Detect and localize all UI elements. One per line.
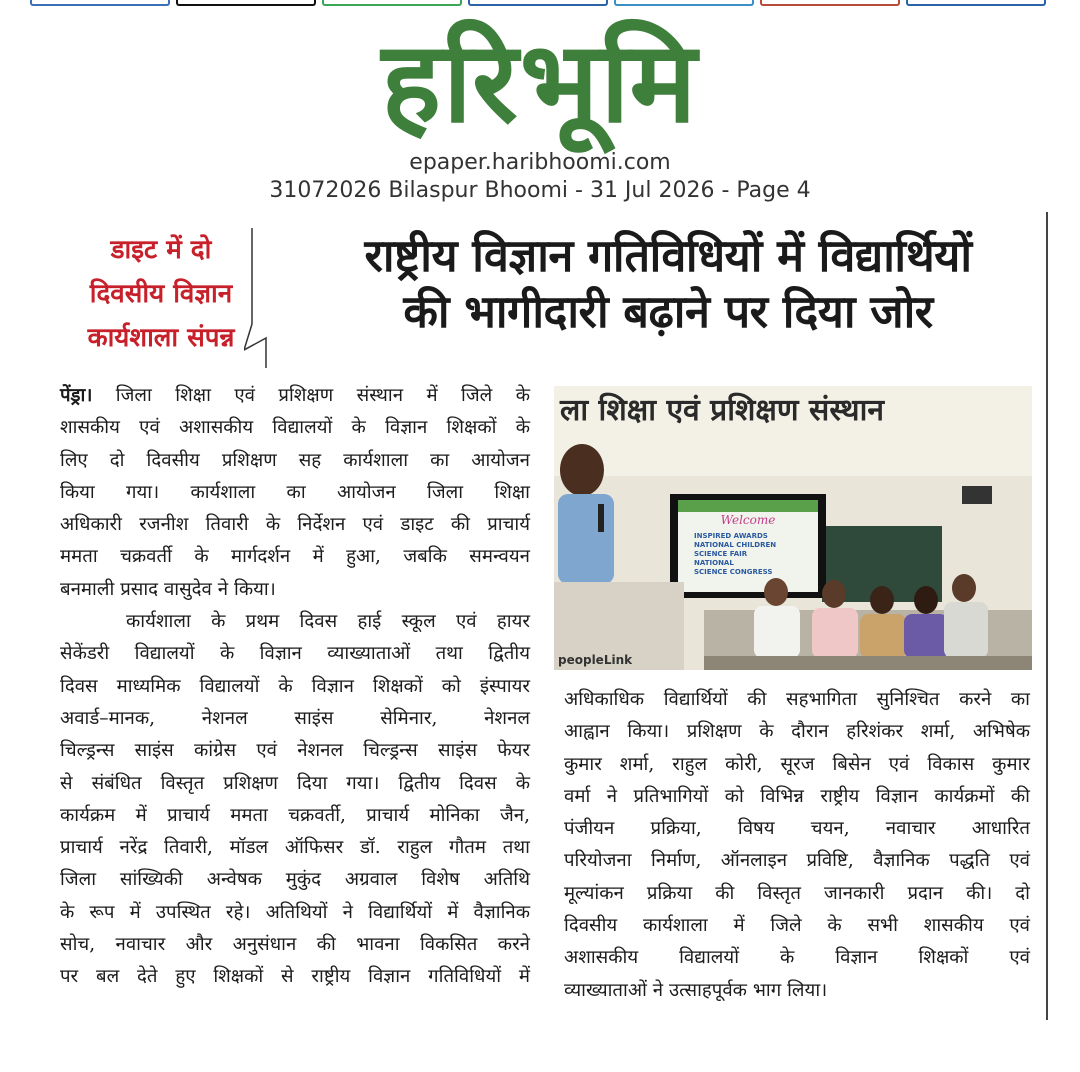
body-line: अधिकाधिक विद्यार्थियों की सहभागिता सुनिश्चित करने का <box>564 689 1030 710</box>
whatsapp-share-button[interactable] <box>322 0 462 6</box>
body-line: आह्वान किया। प्रशिक्षण के दौरान हरिशंकर शर्मा, अभिषेक <box>564 721 1030 743</box>
body-line: अशासकीय विद्यालयों के विज्ञान शिक्षकों एवं <box>564 947 1030 969</box>
edition-line: 31072026 Bilaspur Bhoomi - 31 Jul 2026 - Page 4 <box>269 178 811 203</box>
body-line: प्राचार्य नरेंद्र तिवारी, मॉडल ऑफिसर डॉ. राहुल गौतम तथा <box>60 837 530 859</box>
photo-wall-text: ला शिक्षा एवं प्रशिक्षण संस्थान <box>560 393 884 428</box>
body-line: सोच, नवाचार और अनुसंधान की भावना विकसित करने <box>60 934 530 956</box>
body-line: पर बल देते हुए शिक्षकों से राष्ट्रीय विज्ञान गतिविधियों में <box>60 966 530 988</box>
x-share-button[interactable] <box>176 0 316 6</box>
headline-line: की भागीदारी बढ़ाने पर दिया जोर <box>403 285 933 338</box>
headline <box>296 228 1040 340</box>
body-line: ममता चक्रवर्ती के मार्गदर्शन में हुआ, जबकि समन्वयन <box>60 546 530 568</box>
body-line: कुमार शर्मा, राहुल कोरी, सूरज बिसेन एवं विकास कुमार <box>564 753 1030 775</box>
share-bar <box>30 0 1050 8</box>
body-line <box>60 380 530 412</box>
body-line: चिल्ड्रन्स साइंस कांग्रेस एवं नेशनल चिल्ड्रन्स साइंस फेयर <box>60 740 530 762</box>
body-line: जिला सांख्यिकी अन्वेषक मुकुंद अग्रवाल विशेष अतिथि <box>60 869 530 891</box>
body-line: सेकेंडरी विद्यालयों के विज्ञान व्याख्याताओं तथा द्वितीय <box>60 643 530 665</box>
linkedin-share-button[interactable] <box>468 0 608 6</box>
dateline: पेंड्रा। <box>60 385 93 406</box>
kicker-line: दिवसीय विज्ञान <box>89 279 233 309</box>
site-url: epaper.haribhoomi.com <box>409 150 671 175</box>
photo-screen-text: INSPIRED AWARDS <box>694 532 768 540</box>
body-line: कार्यक्रम में प्राचार्य ममता चक्रवर्ती, प्राचार्य मोनिका जैन, <box>60 804 530 826</box>
body-line: के रूप में उपस्थित रहे। अतिथियों ने विद्यार्थियों में वैज्ञानिक <box>60 901 530 923</box>
article-body-left <box>60 380 530 994</box>
share-button[interactable] <box>906 0 1046 6</box>
body-text: जिला शिक्षा एवं प्रशिक्षण संस्थान में जिले के <box>92 385 530 406</box>
photo-screen-text: Welcome <box>720 513 776 527</box>
kicker-line: कार्यशाला संपन्न <box>87 323 235 353</box>
body-line: दिवस माध्यमिक विद्यालयों के विज्ञान शिक्षकों को इंस्पायर <box>60 675 530 697</box>
haribhoomi-logo[interactable]: हरिभूमि <box>381 18 699 148</box>
event-photo-illustration <box>554 386 1032 670</box>
body-line: अवार्ड–मानक, नेशनल साइंस सेमिनार, नेशनल <box>60 707 530 729</box>
body-line: किया गया। कार्यशाला का आयोजन जिला शिक्षा <box>60 481 530 503</box>
body-line: वर्मा ने प्रतिभागियों को विभिन्न राष्ट्रीय विज्ञान कार्यक्रमों की <box>564 785 1030 807</box>
photo-screen-text: NATIONAL <box>694 559 734 567</box>
photo-screen-text: SCIENCE CONGRESS <box>694 568 773 576</box>
body-line: से संबंधित विस्तृत प्रशिक्षण दिया गया। द्वितीय दिवस के <box>60 772 530 794</box>
kicker-line: डाइट में दो <box>110 235 212 265</box>
body-line: मूल्यांकन प्रक्रिया की विस्तृत जानकारी प्रदान की। दो <box>564 882 1030 904</box>
photo-screen-text: SCIENCE FAIR <box>694 550 748 558</box>
telegram-share-button[interactable] <box>614 0 754 6</box>
email-share-button[interactable] <box>760 0 900 6</box>
headline-line: राष्ट्रीय विज्ञान गतिविधियों में विद्यार्थियों <box>364 229 972 282</box>
article-body-right <box>564 684 1030 1007</box>
body-line: दिवसीय कार्यशाला में जिले के सभी शासकीय एवं <box>564 915 1030 937</box>
body-line: अधिकारी रजनीश तिवारी के निर्देशन एवं डाइट की प्राचार्य <box>60 514 530 536</box>
photo-screen-text: NATIONAL CHILDREN <box>694 541 777 549</box>
body-line: पंजीयन प्रक्रिया, विषय चयन, नवाचार आधारित <box>564 818 1030 840</box>
kicker-text <box>56 228 266 360</box>
kicker-box <box>56 228 274 368</box>
kicker-pointer-icon <box>244 228 274 368</box>
body-line: कार्यशाला के प्रथम दिवस हाई स्कूल एवं हायर <box>126 611 530 633</box>
body-line: व्याख्याताओं ने उत्साहपूर्वक भाग लिया। <box>564 979 828 1001</box>
body-line: शासकीय एवं अशासकीय विद्यालयों के विज्ञान शिक्षकों के <box>60 417 530 439</box>
facebook-share-button[interactable] <box>30 0 170 6</box>
photo-podium-text: peopleLink <box>558 653 633 667</box>
body-line: बनमाली प्रसाद वासुदेव ने किया। <box>60 578 276 600</box>
article-photo[interactable] <box>554 386 1032 670</box>
column-rule <box>1046 212 1048 1020</box>
body-line: लिए दो दिवसीय प्रशिक्षण सह कार्यशाला का आयोजन <box>60 449 530 471</box>
body-line: परियोजना निर्माण, ऑनलाइन प्रविष्टि, वैज्ञानिक पद्धति एवं <box>564 850 1030 872</box>
